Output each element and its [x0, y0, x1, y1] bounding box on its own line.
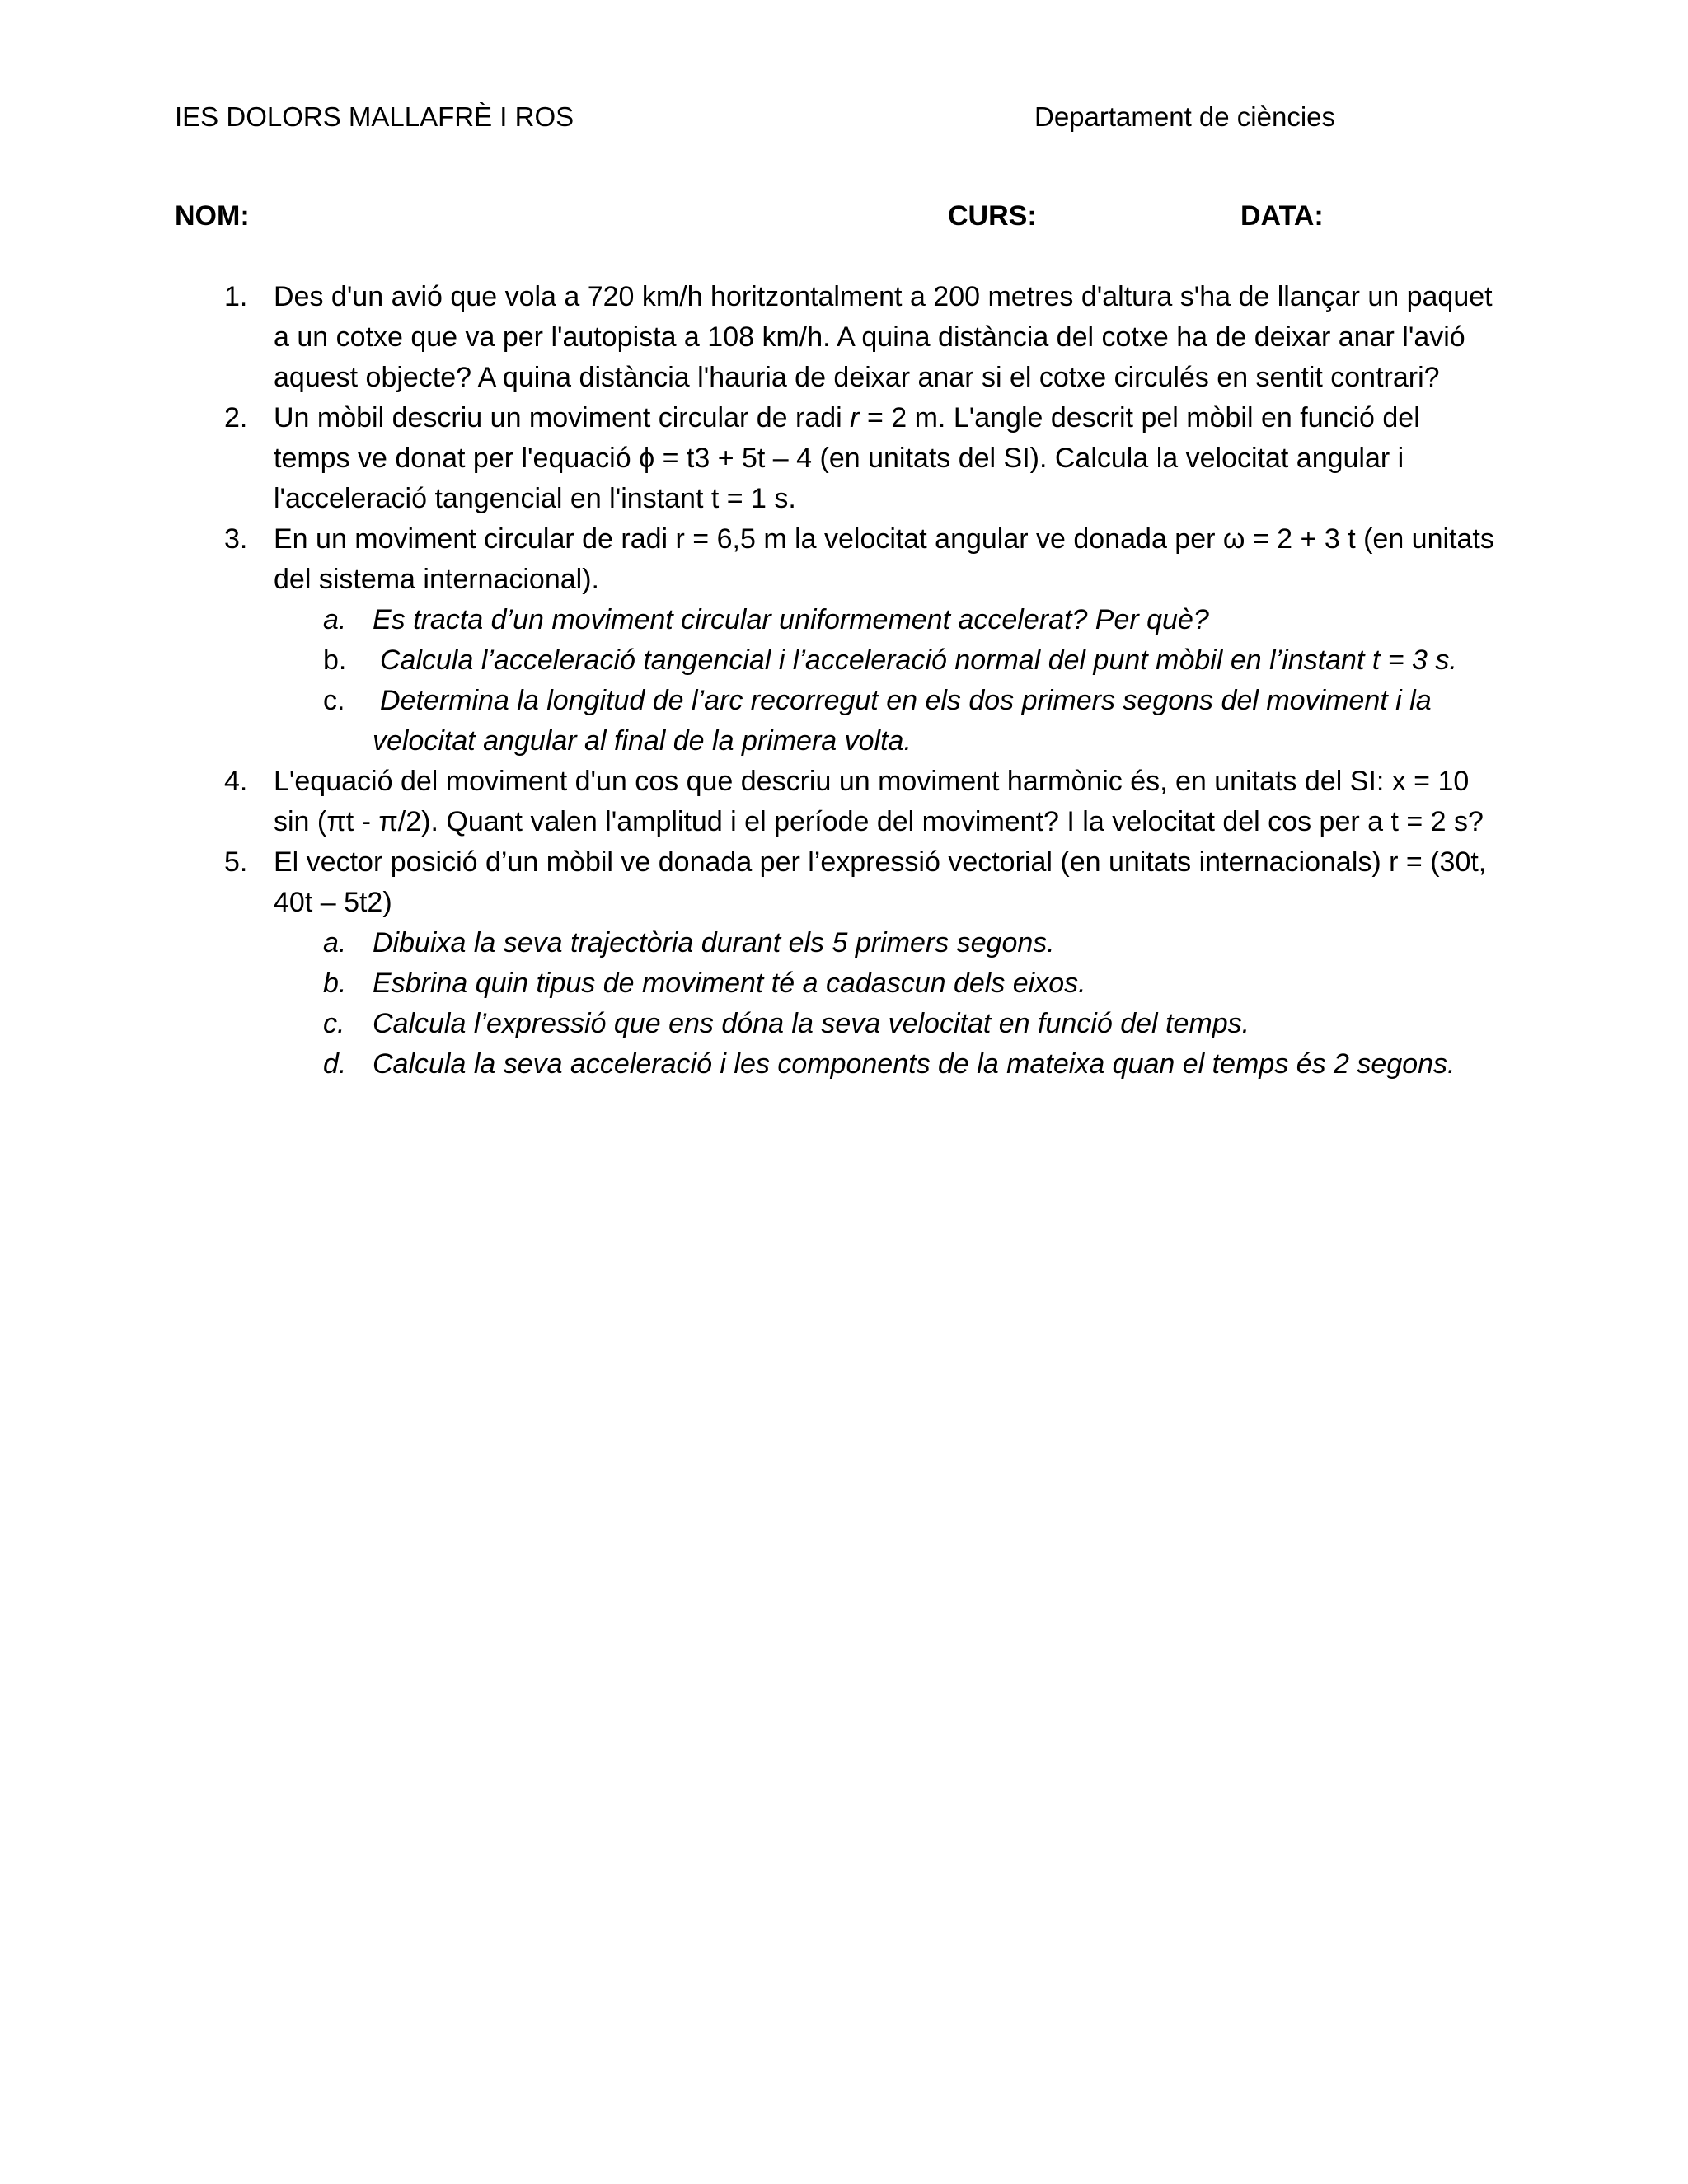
sub-item-text: Determina la longitud de l’arc recorregut en els dos primers segons del moviment i la velocitat angular al final de la primera volta.: [373, 685, 1432, 757]
radius-variable: r: [850, 402, 860, 434]
date-field-label: DATA:: [1240, 200, 1324, 232]
sub-item: [216, 1004, 1502, 1044]
question-number: 3.: [224, 523, 248, 555]
sub-item-letter: d.: [323, 1048, 347, 1080]
sub-item-letter: c.: [323, 1008, 345, 1039]
sub-item-letter: b.: [323, 644, 347, 676]
sub-item-text: Dibuixa la seva trajectòria durant els 5 primers segons.: [373, 927, 1055, 958]
course-field-label: CURS:: [948, 200, 1037, 232]
question-1: [216, 277, 1502, 398]
sub-item-letter: b.: [323, 968, 347, 999]
question-number: 5.: [224, 846, 248, 878]
sub-item: [216, 600, 1502, 640]
sub-item-text: Es tracta d’un moviment circular uniformement accelerat? Per què?: [373, 604, 1209, 635]
question-text: En un moviment circular de radi r = 6,5 m la velocitat angular ve donada per ω = 2 + 3 t (en unitats del sistema internacional).: [274, 523, 1494, 595]
question-text: Des d'un avió que vola a 720 km/h horitzontalment a 200 metres d'altura s'ha de llançar un paquet a un cotxe que va per l'autopista a 108 km/h. A quina distància del cotxe ha de deixar anar l'avió aquest objecte? A quina distància l'hauria de deixar anar si el cotxe circulés en sentit contrari?: [274, 281, 1493, 393]
sub-item-text: Calcula la seva acceleració i les components de la mateixa quan el temps és 2 segons.: [373, 1048, 1456, 1080]
sub-item: [216, 963, 1502, 1004]
sub-item-letter: a.: [323, 927, 347, 958]
sub-item: [216, 640, 1502, 681]
sub-item-letter: c.: [323, 685, 345, 716]
department-name: Departament de ciències: [1034, 101, 1336, 132]
question-list: [216, 277, 1502, 1085]
school-name: IES DOLORS MALLAFRÈ I ROS: [175, 101, 574, 132]
sub-item-text: Esbrina quin tipus de moviment té a cadascun dels eixos.: [373, 968, 1086, 999]
question-text: [274, 402, 1420, 514]
question-text: El vector posició d’un mòbil ve donada per l’expressió vectorial (en unitats internacionals) r = (30t, 40t – 5t2): [274, 846, 1487, 918]
sub-item: [216, 923, 1502, 963]
sub-item-text: Calcula l’expressió que ens dóna la seva velocitat en funció del temps.: [373, 1008, 1250, 1039]
sub-item-letter: a.: [323, 604, 347, 635]
question-number: 2.: [224, 402, 248, 434]
name-field-label: NOM:: [175, 200, 250, 232]
question-number: 1.: [224, 281, 248, 312]
question-text-part: = 2 m. L'angle descrit pel mòbil en funció del temps ve donat per l'equació ϕ = t3 + 5t – 4 (en unitats del SI). Calcula la velocitat angular i l'acceleració tangencial en l'instant t = 1 s.: [274, 402, 1420, 514]
question-text-part: Un mòbil descriu un moviment circular de radi: [274, 402, 851, 434]
sub-item: [216, 681, 1502, 762]
question-4: [216, 762, 1502, 842]
question-2: [216, 398, 1502, 519]
question-5: [216, 842, 1502, 923]
question-number: 4.: [224, 766, 248, 797]
question-3: [216, 519, 1502, 600]
question-text: L'equació del moviment d'un cos que descriu un moviment harmònic és, en unitats del SI: x = 10 sin (πt - π/2). Quant valen l'amplitud i el període del moviment? I la velocitat del cos per a t = 2 s?: [274, 766, 1484, 837]
question-3-subitems: [216, 600, 1502, 762]
question-5-subitems: [216, 923, 1502, 1085]
sub-item-text: Calcula l’acceleració tangencial i l’acceleració normal del punt mòbil en l’instant t = 3 s.: [380, 644, 1457, 676]
sub-item: [216, 1044, 1502, 1085]
